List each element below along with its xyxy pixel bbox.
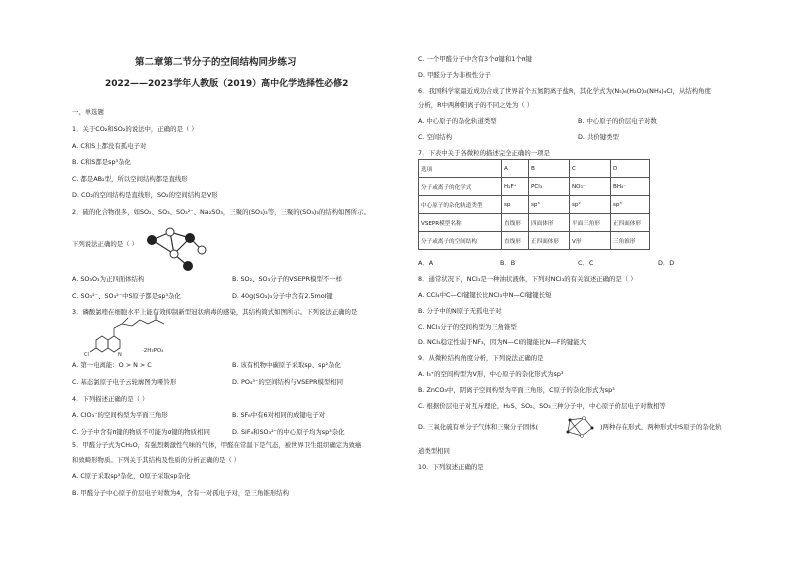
left-text-line: C. SO₃²⁻、SO₃²⁻中S原子都是sp³杂化 xyxy=(72,292,181,300)
question-7-table xyxy=(418,159,650,250)
right-text-line: D. NCl₃稳定性弱于NF₃，因为N—Cl的键能比N—F的键能大 xyxy=(418,338,587,346)
table-cell: 中心原子的杂化轨道类型 xyxy=(419,196,502,214)
right-text-line: C. NCl₃分子的空间构型为三角锥型 xyxy=(418,323,517,331)
right-text-line: 9．从微粒结构角度分析，下列说法正确的是 xyxy=(418,354,544,362)
table-cell: 直线形 xyxy=(502,232,529,250)
table-cell: 分子或离子的空间结构 xyxy=(419,232,502,250)
left-text-line: C. 基态氯原子电子云轮廓图为哑铃形 xyxy=(72,378,177,386)
table-cell: 选项 xyxy=(419,160,502,178)
so3-trimer-inline-image xyxy=(562,416,598,438)
left-text-line: B. 甲醛分子中心原子价层电子对数为4，含有一对孤电子对，是三角锥形结构 xyxy=(72,489,290,497)
left-text-line: A. ClO₃⁻的空间构型为平面三角形 xyxy=(72,411,168,419)
right-text-line: A. 中心原子的杂化轨道类型 xyxy=(418,117,497,125)
left-text-line: 下列说法正确的是（ ） xyxy=(72,240,138,248)
table-cell: 三角锥形 xyxy=(611,232,650,250)
table-cell: H₂F⁺ xyxy=(502,178,529,196)
table-row xyxy=(419,214,650,232)
table-cell: B xyxy=(529,160,570,178)
left-text-line: D. CO₂的空间结构是直线形，SO₂的空间结构是V形 xyxy=(72,191,218,199)
page-subtitle: 2022——2023学年人教版（2019）高中化学选择性必修2 xyxy=(105,79,349,89)
table-row xyxy=(419,232,650,250)
left-text-line: 2．硫的化合物很多，如SO₂、SO₃、SO₃²⁻、Na₂SO₃，三聚的(SO₃)₃等，三聚的(SO₃)₃的结构如图所示。 xyxy=(72,208,370,216)
left-text-line: A. C原子采取sp³杂化，O原子采取sp杂化 xyxy=(72,472,191,480)
right-text-line: C. 根据价层电子对互斥理论，H₂S、SO₂、SO₃三种分子中，中心原子价层电子对数相等 xyxy=(418,402,666,410)
right-text-line: 道类型相同 xyxy=(418,447,450,455)
table-cell: NO₃⁻ xyxy=(570,178,611,196)
left-text-line: 和致畸形物质。下列关于其结构及性质的分析正确的是（ ） xyxy=(72,456,241,464)
left-text-line: 一、单选题 xyxy=(72,108,104,116)
left-text-line: A. C和S上都没有孤电子对 xyxy=(72,142,147,150)
right-text-line: A. CCl₄中C—Cl键键长比NCl₃中N—Cl键键长短 xyxy=(418,291,552,299)
page-title: 第二章第二节分子的空间结构同步练习 xyxy=(135,57,297,68)
chlorine-label: Cl xyxy=(84,352,89,358)
table-row xyxy=(419,196,650,214)
right-text-line: B. 中心原子的价层电子对数 xyxy=(578,117,657,125)
table-cell: BH₄⁻ xyxy=(611,178,650,196)
phosphate-label: ·2H₃PO₄ xyxy=(142,348,164,354)
left-text-line: B. C和S都是sp³杂化 xyxy=(72,158,131,166)
right-text-line: A．A xyxy=(418,259,434,267)
left-text-line: B. SO₂、SO₃分子的VSEPR模型不一样 xyxy=(232,275,343,283)
left-text-line: D. 40g(SO₃)₃分子中含有2.5mol键 xyxy=(232,292,333,300)
left-text-line: B. 该有机物中碳原子采取sp、sp²杂化 xyxy=(232,361,341,369)
right-text-line: C. 一个甲醛分子中含有3个σ键和1个π键 xyxy=(418,55,533,63)
left-text-line: B. SF₆中有6对相同的成键电子对 xyxy=(232,411,326,419)
table-cell: C xyxy=(570,160,611,178)
right-text-line: 分析，R中两种阳离子的不同之处为（ ） xyxy=(418,101,534,109)
table-cell: 分子或离子的化学式 xyxy=(419,178,502,196)
table-cell: sp³ xyxy=(529,196,570,214)
table-cell: sp³ xyxy=(611,196,650,214)
right-text-line: 8．通常状况下，NCl₃是一种油状液体，下列对NCl₃的有关叙述正确的是（ ） xyxy=(418,275,637,283)
left-text-line: 4．下列描述正确的是（ ） xyxy=(72,395,149,403)
right-text-line: D．D xyxy=(658,259,675,267)
left-text-line: A. SO₃O₃为正四面体结构 xyxy=(72,275,145,283)
table-cell: 正四面体形 xyxy=(611,214,650,232)
table-cell: 四面体形 xyxy=(529,214,570,232)
right-text-line: D. 甲醛分子为非极性分子 xyxy=(418,71,491,79)
table-cell: D xyxy=(611,160,650,178)
table-row xyxy=(419,178,650,196)
so3-trimer-structure-image xyxy=(140,222,220,272)
right-text-line: A. I₃⁺的空间构型为V形，中心原子的杂化形式为sp³ xyxy=(418,370,564,378)
right-text-line: C．C xyxy=(578,259,594,267)
table-cell: 正四面体形 xyxy=(529,232,570,250)
left-text-line: C. 分子中含有π键的物质不可能为σ键的物质相同 xyxy=(72,428,210,436)
left-text-line: 1．关于CO₂和SO₂的说法中，正确的是（ ） xyxy=(72,125,198,133)
table-cell: A xyxy=(502,160,529,178)
table-cell: sp xyxy=(502,196,529,214)
nitrogen-label: N xyxy=(118,352,122,358)
table-cell: V形 xyxy=(570,232,611,250)
left-text-line: 3．磷酸氯喹在细胞水平上能有效抑制新型冠状病毒的感染，其结构简式如图所示。下列说法正确的是 xyxy=(72,308,358,316)
table-row xyxy=(419,160,650,178)
right-text-line: )两种存在形式，两种形式中S原子的杂化轨 xyxy=(600,423,722,431)
left-text-line: D. PO₄³⁻的空间结构与VSEPR模型相同 xyxy=(232,378,344,386)
chloroquine-phosphate-structure-image xyxy=(84,312,194,358)
left-text-line: C. 都是AB₂型，所以空间结构都是直线形 xyxy=(72,175,188,183)
table-cell: 直线形 xyxy=(502,214,529,232)
right-text-line: D. 三氧化硫有单分子气体和三聚分子固体( xyxy=(418,423,539,431)
right-text-line: D. 共价键类型 xyxy=(578,133,619,141)
table-cell: VSEPR模型名称 xyxy=(419,214,502,232)
right-text-line: 6．我国科学家最近成功合成了世界首个五氮阴离子盐R，其化学式为(N₅)₆(H₃O)₃(NH₄)₄Cl，从结构角度 xyxy=(418,87,711,95)
right-text-line: 10．下列叙述正确的是 xyxy=(418,463,484,471)
right-text-line: B. 分子中的N原子无孤电子对 xyxy=(418,307,502,315)
left-text-line: 5．甲醛分子式为CH₂O，有强烈刺激性气味的气体，甲醛在常温下是气态，被世界卫生组织确定为致癌 xyxy=(72,441,362,449)
table-cell: sp² xyxy=(570,196,611,214)
left-text-line: A. 第一电离能：O > N > C xyxy=(72,361,152,369)
right-text-line: C. 空间结构 xyxy=(418,133,453,141)
right-text-line: B. ZnCO₃中，阴离子空间构型为平面三角形，C原子的杂化形式为sp³ xyxy=(418,386,615,394)
right-text-line: B．B xyxy=(500,259,516,267)
table-cell: 平面三角形 xyxy=(570,214,611,232)
left-text-line: D. SiF₄和SO₃²⁻的中心原子均为sp³杂化 xyxy=(232,428,345,436)
right-text-line: 7．下表中关于各微粒的描述完全正确的一项是 xyxy=(418,149,550,157)
table-cell: PCl₃ xyxy=(529,178,570,196)
